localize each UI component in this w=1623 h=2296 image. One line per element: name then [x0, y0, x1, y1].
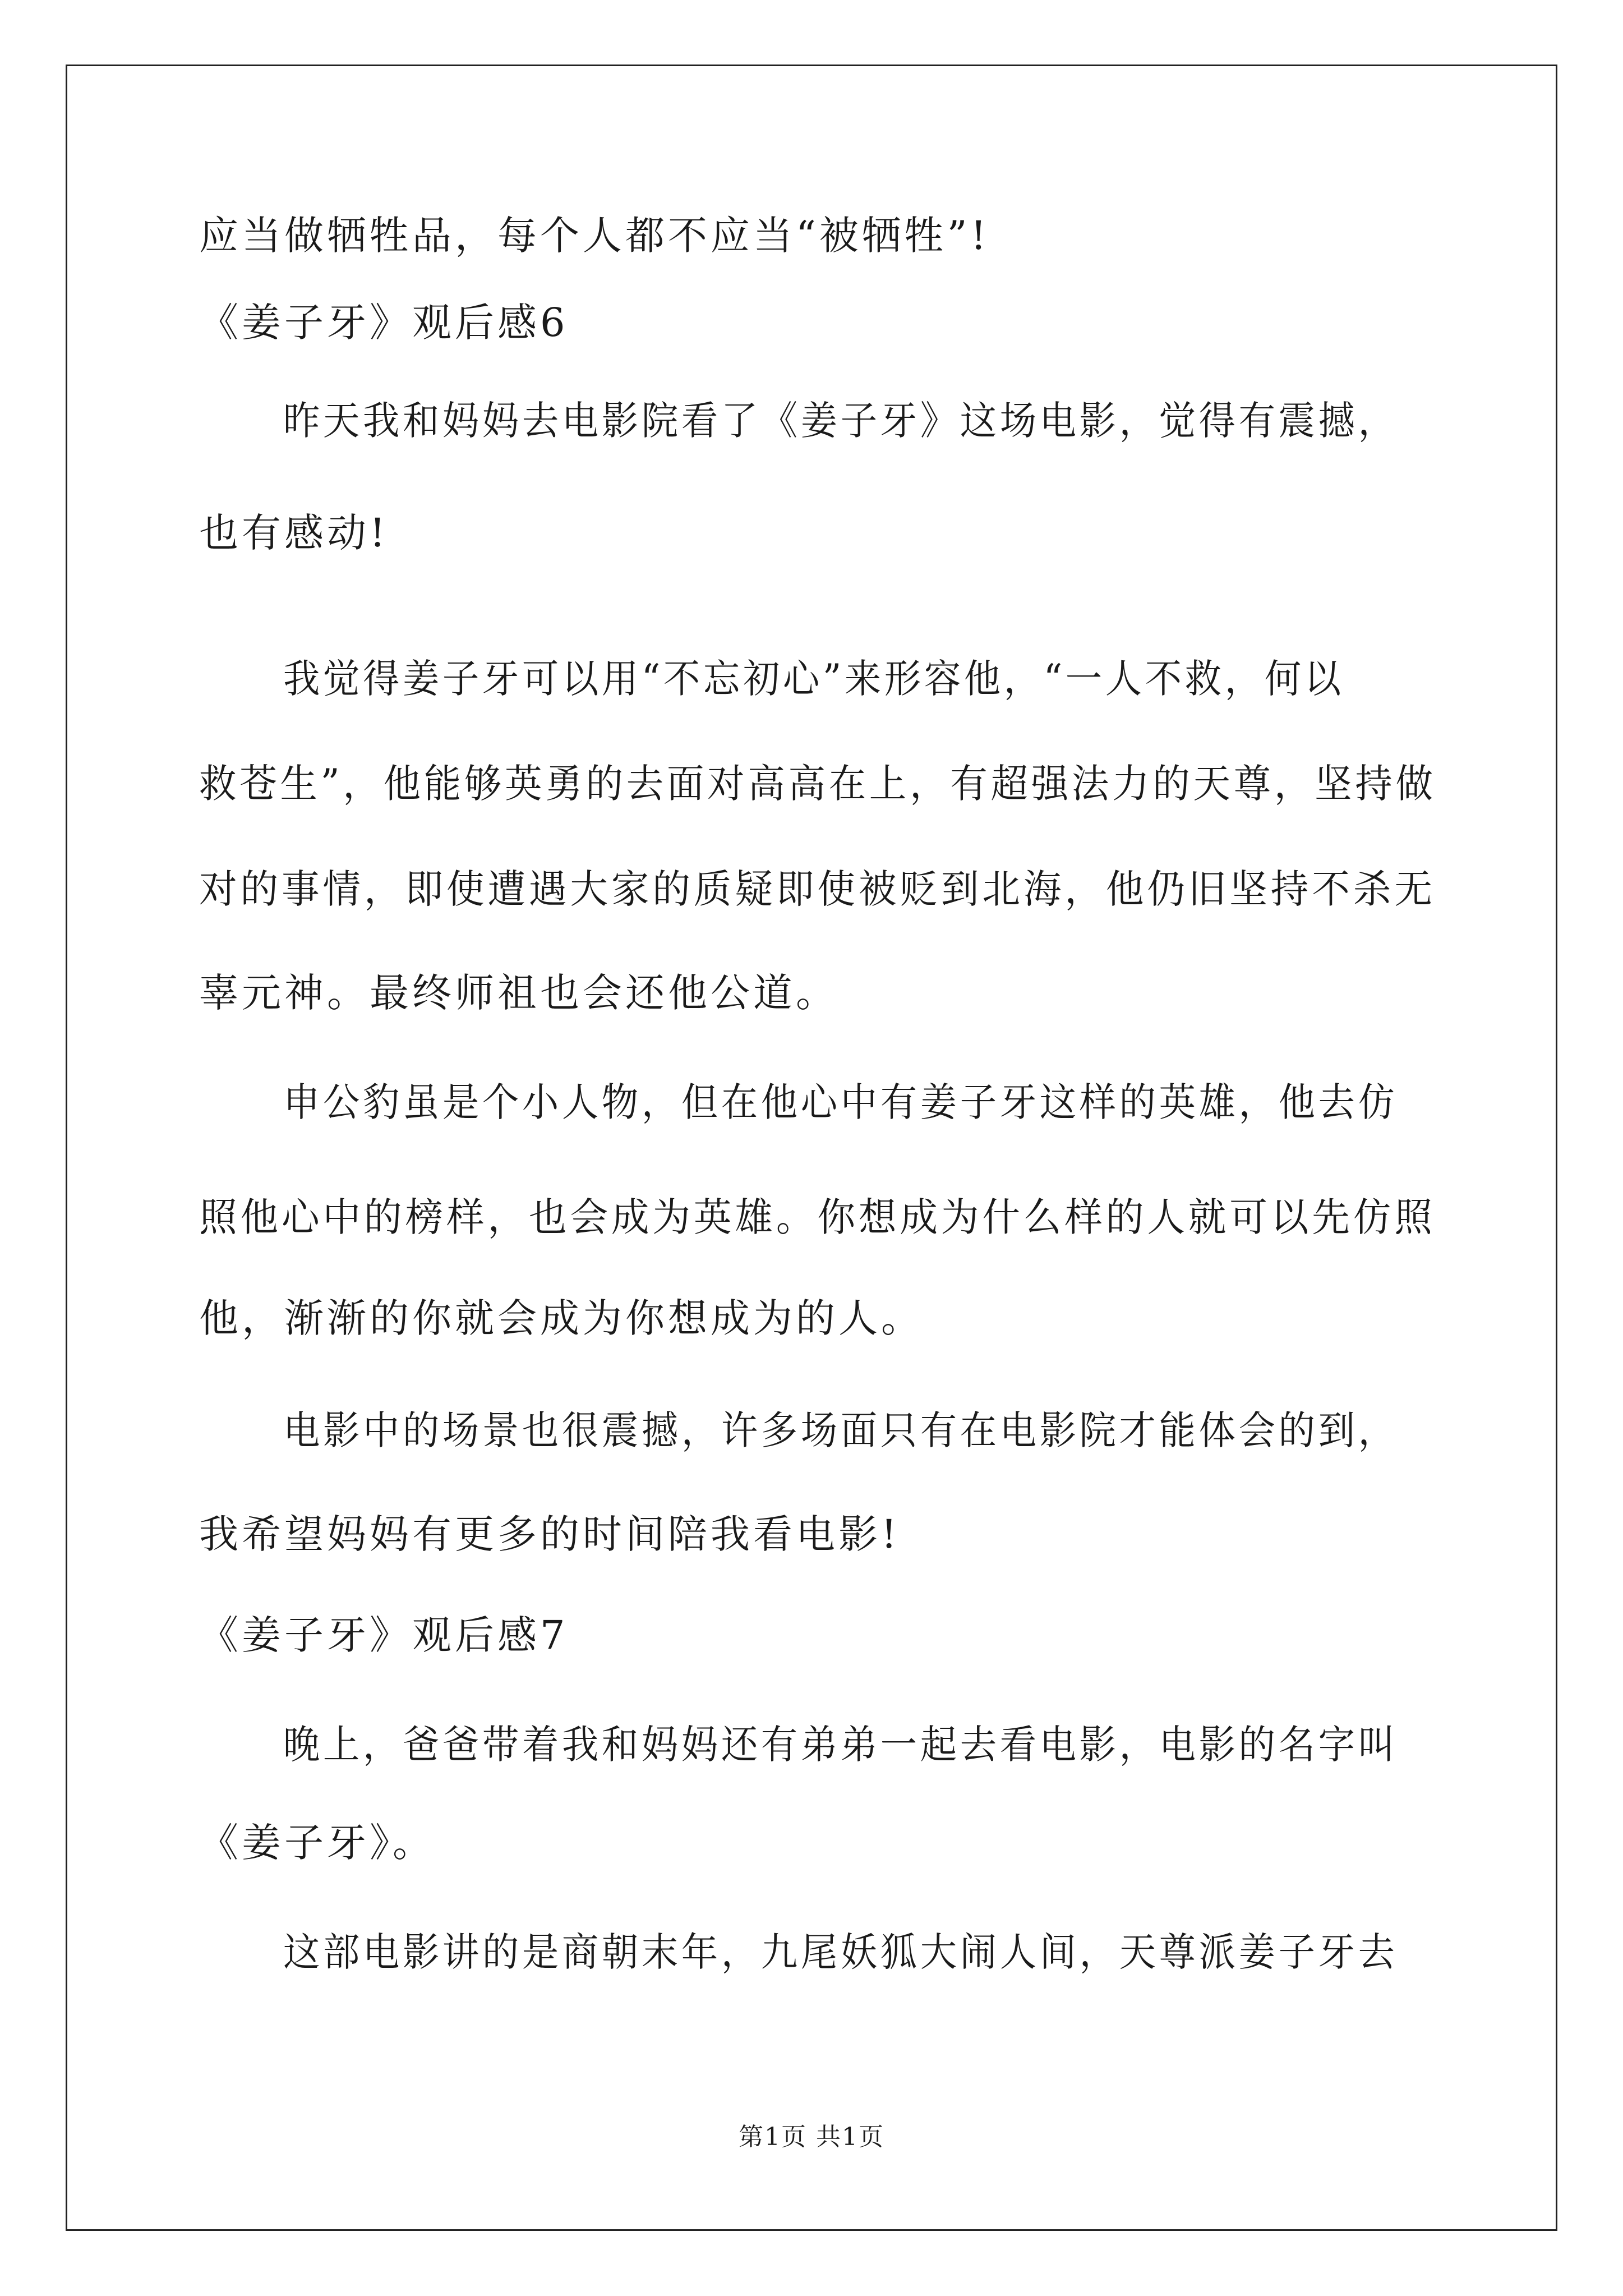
body-text-line: 也有感动!	[199, 510, 389, 556]
body-text-line: 照他心中的榜样，也会成为英雄。你想成为什么样的人就可以先仿照	[199, 1194, 1436, 1240]
paragraph-first-line: 电影中的场景也很震撼，许多场面只有在电影院才能体会的到，	[283, 1407, 1398, 1453]
body-text-line: 他，渐渐的你就会成为你想成为的人。	[199, 1295, 924, 1341]
paragraph-first-line: 晚上，爸爸带着我和妈妈还有弟弟一起去看电影，电影的名字叫	[283, 1722, 1398, 1768]
page-border	[66, 65, 1557, 2231]
paragraph-first-line: 申公豹虽是个小人物，但在他心中有姜子牙这样的英雄，他去仿	[283, 1079, 1398, 1125]
section-heading: 《姜子牙》观后感6	[199, 300, 569, 346]
body-text-line: 对的事情，即使遭遇大家的质疑即使被贬到北海，他仍旧坚持不杀无	[199, 866, 1436, 912]
paragraph-first-line: 这部电影讲的是商朝末年，九尾妖狐大闹人间，天尊派姜子牙去	[283, 1929, 1398, 1975]
body-text-line: 应当做牺牲品，每个人都不应当“被牺牲”!	[199, 213, 990, 259]
paragraph-first-line: 我觉得姜子牙可以用“不忘初心”来形容他，“一人不救，何以	[283, 656, 1344, 702]
body-text-line: 《姜子牙》。	[199, 1820, 435, 1866]
page-footer: 第1页 共1页	[739, 2123, 884, 2151]
body-text-line: 我希望妈妈有更多的时间陪我看电影!	[199, 1511, 901, 1557]
body-text-line: 救苍生”，他能够英勇的去面对高高在上，有超强法力的天尊，坚持做	[199, 761, 1436, 807]
section-heading: 《姜子牙》观后感7	[199, 1612, 569, 1658]
paragraph-first-line: 昨天我和妈妈去电影院看了《姜子牙》这场电影，觉得有震撼，	[283, 398, 1398, 444]
body-text-line: 辜元神。最终师祖也会还他公道。	[199, 970, 838, 1016]
